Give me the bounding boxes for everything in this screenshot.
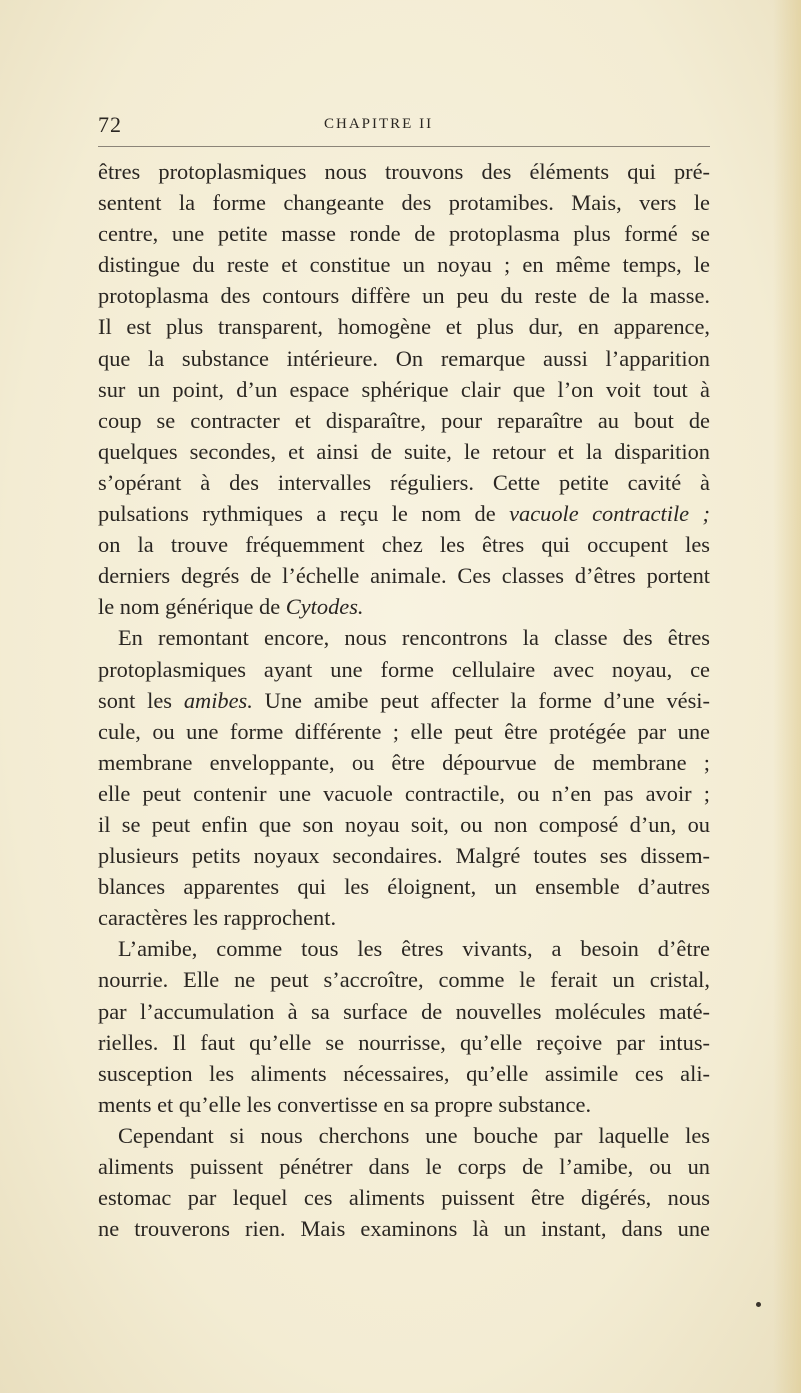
text-line: rielles. Il faut qu’elle se nourrisse, qu’elle reçoive par intus- (98, 1029, 710, 1055)
text-line: ne trouverons rien. Mais examinons là un instant, dans une (98, 1216, 710, 1242)
text-segment: le nom générique de (98, 594, 281, 620)
text-line: protoplasmiques ayant une forme cellulaire avec noyau, ce (98, 656, 710, 682)
text-line: par l’accumulation à sa surface de nouvelles molécules maté- (98, 998, 710, 1024)
text-segment: pulsations rythmiques a reçu le nom de (98, 501, 496, 527)
text-line: blances apparentes qui les éloignent, un ensemble d’autres (98, 874, 710, 900)
text-line: sur un point, d’un espace sphérique clair que l’on voit tout à (98, 376, 710, 402)
text-line (98, 591, 710, 622)
page-header (98, 112, 658, 142)
page-number: 72 (98, 112, 122, 137)
text-line: caractères les rapprochent. (98, 905, 337, 931)
text-line: que la substance intérieure. On remarque aussi l’apparition (98, 345, 710, 371)
text-line: sentent la forme changeante des protamibes. Mais, vers le (98, 190, 710, 216)
italic-term: Cytodes. (285, 594, 364, 620)
text-line: Il est plus transparent, homogène et plus dur, en apparence, (98, 314, 710, 340)
running-head: CHAPITRE II (324, 116, 434, 132)
text-segment: sont les (98, 687, 173, 713)
text-line: aliments puissent pénétrer dans le corps de l’amibe, ou un (98, 1154, 710, 1179)
page-edge-shading (773, 0, 801, 1393)
text-line: nourrie. Elle ne peut s’accroître, comme le ferait un cristal, (98, 967, 710, 993)
text-line: il se peut enfin que son noyau soit, ou non composé d’un, ou (98, 811, 710, 837)
text-line (98, 685, 710, 716)
text-line: membrane enveloppante, ou être dépourvue de membrane ; (98, 749, 710, 775)
header-rule (98, 146, 710, 147)
text-line: centre, une petite masse ronde de protoplasma plus formé se (98, 221, 710, 247)
text-line: ments et qu’elle les convertisse en sa propre substance. (98, 1091, 592, 1117)
text-line: protoplasma des contours diffère un peu du reste de la masse. (98, 283, 710, 309)
text-line: coup se contracter et disparaître, pour reparaître au bout de (98, 407, 710, 433)
text-line: susception les aliments nécessaires, qu’elle assimile ces ali- (98, 1060, 710, 1086)
text-line: cule, ou une forme différente ; elle peut être protégée par une (98, 718, 710, 744)
text-line: En remontant encore, nous rencontrons la classe des êtres (118, 625, 710, 651)
italic-term: vacuole contractile ; (509, 501, 710, 527)
italic-term: amibes. (183, 687, 253, 713)
text-line: êtres protoplasmiques nous trouvons des éléments qui pré- (98, 159, 710, 184)
text-line: distingue du reste et constitue un noyau ; en même temps, le (98, 252, 710, 278)
text-line: plusieurs petits noyaux secondaires. Malgré toutes ses dissem- (98, 843, 710, 869)
body-text (98, 156, 710, 1244)
text-line: derniers degrés de l’échelle animale. Ces classes d’êtres portent (98, 563, 710, 589)
text-line: estomac par lequel ces aliments puissent être digérés, nous (98, 1185, 710, 1211)
text-line: on la trouve fréquemment chez les êtres qui occupent les (98, 532, 710, 558)
text-line: elle peut contenir une vacuole contractile, ou n’en pas avoir ; (98, 780, 710, 806)
text-segment: Une amibe peut affecter la forme d’une vési- (264, 687, 710, 713)
text-line: s’opérant à des intervalles réguliers. Cette petite cavité à (98, 469, 710, 495)
text-line (98, 498, 710, 529)
text-line: quelques secondes, et ainsi de suite, le retour et la disparition (98, 438, 710, 464)
ink-speck (756, 1302, 761, 1307)
text-line: Cependant si nous cherchons une bouche par laquelle les (118, 1122, 710, 1148)
text-line: L’amibe, comme tous les êtres vivants, a besoin d’être (118, 936, 710, 962)
